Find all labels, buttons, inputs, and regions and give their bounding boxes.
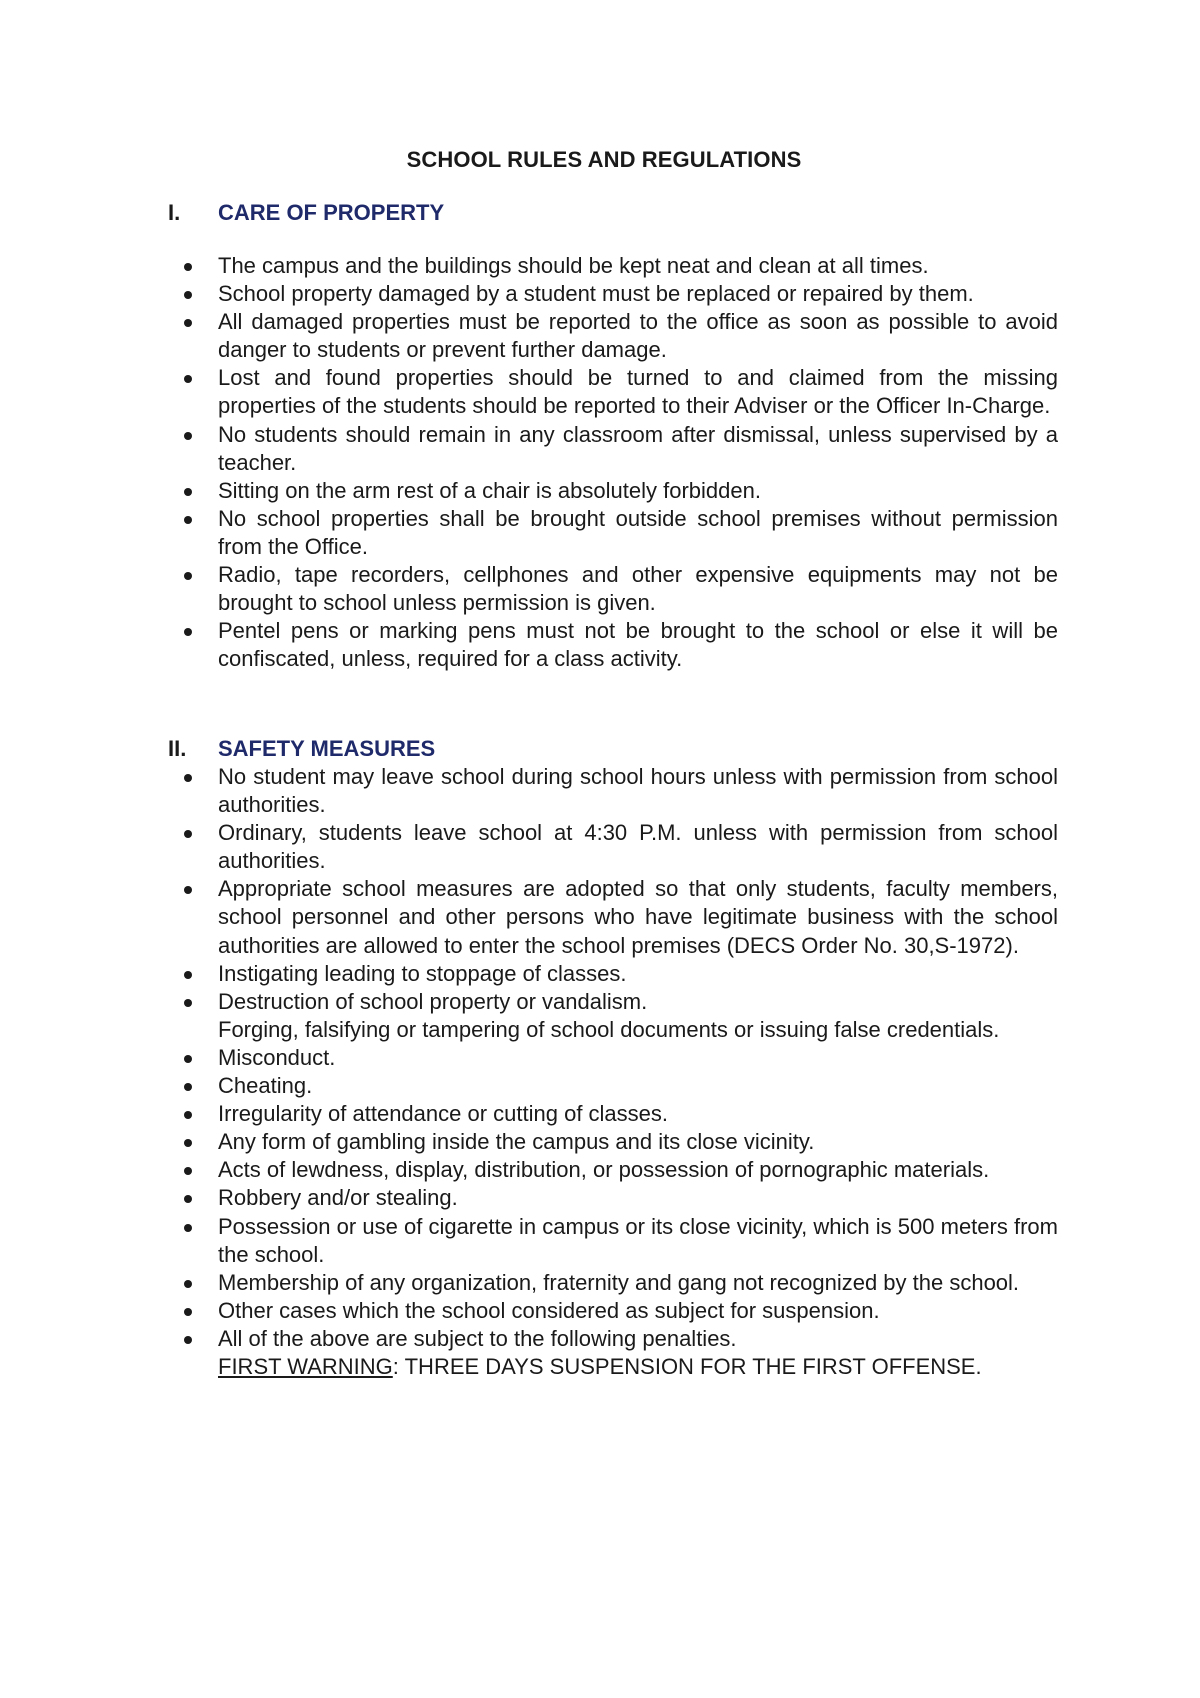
list-item: Radio, tape recorders, cellphones and other expensive equipments may not be brought to school unless permission is given. (218, 561, 1058, 617)
care-of-property-list (218, 252, 1058, 673)
bullet-icon (184, 488, 192, 496)
bullet-icon (184, 774, 192, 782)
penalty-text: THREE DAYS SUSPENSION FOR THE FIRST OFFENSE. (398, 1353, 982, 1379)
section-title: SAFETY MEASURES (218, 736, 436, 761)
list-item: Any form of gambling inside the campus and its close vicinity. (218, 1128, 1058, 1156)
list-item: Sitting on the arm rest of a chair is absolutely forbidden. (218, 477, 1058, 505)
bullet-icon (184, 375, 192, 383)
bullet-icon (184, 971, 192, 979)
list-item: Lost and found properties should be turned to and claimed from the missing properties of the students should be reported to their Adviser or the Officer In-Charge. (218, 364, 1058, 420)
section-heading-care-of-property (168, 199, 444, 227)
list-item: Membership of any organization, fraternity and gang not recognized by the school. (218, 1269, 1058, 1297)
bullet-icon (184, 263, 192, 271)
penalty-term: FIRST WARNING (218, 1353, 393, 1379)
list-item: School property damaged by a student must be replaced or repaired by them. (218, 280, 1058, 308)
list-item: All of the above are subject to the following penalties. (218, 1325, 1058, 1353)
bullet-icon (184, 572, 192, 580)
document-title: SCHOOL RULES AND REGULATIONS (406, 147, 802, 172)
list-item: Irregularity of attendance or cutting of classes. (218, 1100, 1058, 1128)
section-numeral: II. (168, 736, 187, 761)
list-item: All damaged properties must be reported to the office as soon as possible to avoid danger to students or prevent further damage. (218, 308, 1058, 364)
list-item: No students should remain in any classroom after dismissal, unless supervised by a teacher. (218, 421, 1058, 477)
list-item: Forging, falsifying or tampering of school documents or issuing false credentials. (218, 1016, 1000, 1042)
bullet-icon (184, 291, 192, 299)
bullet-icon (184, 1111, 192, 1119)
bullet-icon (184, 1195, 192, 1203)
bullet-icon (184, 432, 192, 440)
list-item: Ordinary, students leave school at 4:30 P.M. unless with permission from school authorities. (218, 819, 1058, 875)
bullet-icon (184, 319, 192, 327)
penalty-line (218, 1353, 1058, 1381)
bullet-icon (184, 1139, 192, 1147)
bullet-icon (184, 1167, 192, 1175)
list-item: Other cases which the school considered as subject for suspension. (218, 1297, 1058, 1325)
list-item: Instigating leading to stoppage of classes. (218, 960, 1058, 988)
penalty-separator: : (392, 1353, 399, 1379)
safety-measures-list (218, 763, 1058, 1381)
bullet-icon (184, 628, 192, 636)
bullet-icon (184, 1083, 192, 1091)
bullet-icon (184, 1336, 192, 1344)
section-heading-safety-measures (168, 735, 435, 763)
list-item: Misconduct. (218, 1044, 1058, 1072)
bullet-icon (184, 1280, 192, 1288)
list-item: No school properties shall be brought outside school premises without permission from the Office. (218, 505, 1058, 561)
bullet-icon (184, 1055, 192, 1063)
section-title: CARE OF PROPERTY (218, 200, 445, 225)
list-item: Robbery and/or stealing. (218, 1184, 1058, 1212)
list-item: No student may leave school during school hours unless with permission from school authorities. (218, 763, 1058, 819)
bullet-icon (184, 1308, 192, 1316)
bullet-icon (184, 516, 192, 524)
bullet-icon (184, 999, 192, 1007)
list-item: Possession or use of cigarette in campus or its close vicinity, which is 500 meters from the school. (218, 1213, 1058, 1269)
bullet-icon (184, 886, 192, 894)
list-item: Acts of lewdness, display, distribution, or possession of pornographic materials. (218, 1156, 1058, 1184)
bullet-icon (184, 1224, 192, 1232)
list-item: The campus and the buildings should be kept neat and clean at all times. (218, 252, 1058, 280)
list-item: Destruction of school property or vandalism. (218, 988, 1058, 1016)
list-item: Appropriate school measures are adopted so that only students, faculty members, school personnel and other persons who have legitimate business with the school authorities are allowed to enter the school premises (DECS Order No. 30,S-1972). (218, 875, 1058, 959)
list-item: Pentel pens or marking pens must not be brought to the school or else it will be confiscated, unless, required for a class activity. (218, 617, 1058, 673)
section-numeral: I. (168, 200, 181, 225)
list-item: Cheating. (218, 1072, 1058, 1100)
bullet-icon (184, 830, 192, 838)
